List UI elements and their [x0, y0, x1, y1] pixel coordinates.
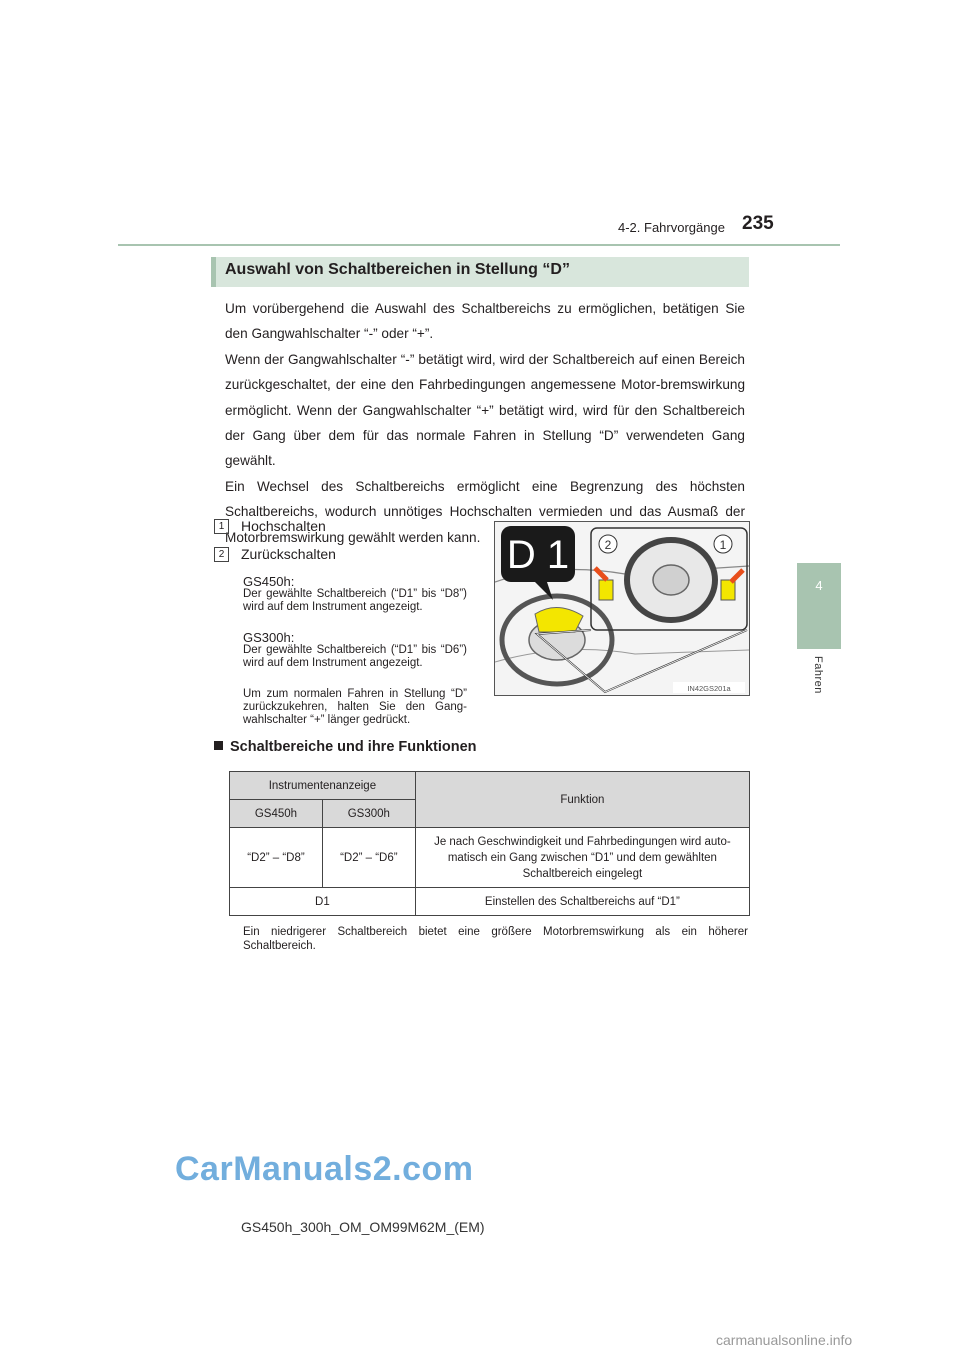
table-header-gs450h: GS450h — [230, 800, 323, 828]
numbered-item-upshift — [214, 518, 326, 534]
table-cell: “D2” – “D8” — [230, 828, 323, 888]
footnote: Ein niedrigerer Schaltbereich bietet eine größere Motorbremswirkung als ein höherer Schaltbereich. — [243, 926, 748, 952]
chapter-label: Fahren — [812, 656, 824, 694]
watermark: CarManuals2.com — [175, 1150, 474, 1188]
square-bullet-icon — [214, 741, 223, 750]
page-number: 235 — [742, 213, 774, 234]
body-paragraph: Ein Wechsel des Schaltbereichs ermöglicht eine Begrenzung des höchsten Schaltbereichs, wodurch unnötiges Hochschalten vermieden und das Ausmaß der Motorbremswirkung gewählt werden kann. — [225, 478, 745, 545]
table-header-display: Instrumentenanzeige — [230, 772, 416, 800]
table-header-gs300h: GS300h — [322, 800, 415, 828]
table-cell: “D2” – “D6” — [322, 828, 415, 888]
watermark-bottom: carmanualsonline.info — [716, 1332, 853, 1348]
subheading-text: Schaltbereiche und ihre Funktionen — [230, 739, 477, 755]
callout-1: 1 — [719, 538, 727, 552]
numbered-item-downshift — [214, 546, 336, 562]
numbered-item-label: Zurückschalten — [241, 546, 336, 562]
steering-wheel-drawing — [495, 522, 749, 695]
number-badge: 1 — [214, 519, 229, 534]
footer-code: GS450h_300h_OM_OM99M62M_(EM) — [241, 1219, 485, 1235]
note-gs450h — [243, 575, 467, 614]
function-table — [229, 771, 750, 916]
chapter-tab — [797, 563, 841, 649]
subheading — [214, 739, 477, 755]
note-title: GS300h: — [243, 630, 295, 645]
table-cell: Einstellen des Schaltbereichs auf “D1” — [415, 888, 749, 916]
table-cell: Je nach Geschwindigkeit und Fahrbedingungen wird auto-matisch ein Gang zwischen “D1” und dem gewählten Schaltbereich eingelegt — [415, 828, 749, 888]
number-badge: 2 — [214, 547, 229, 562]
table-cell: D1 — [230, 888, 416, 916]
numbered-item-label: Hochschalten — [241, 518, 326, 534]
header-section: 4-2. Fahrvorgänge — [618, 220, 725, 235]
note-text: Der gewählte Schaltbereich (“D1” bis “D8”) wird auf dem Instrument angezeigt. — [243, 588, 467, 613]
illustration-code: IN42GS201a — [687, 684, 731, 693]
display-text: D 1 — [506, 533, 570, 577]
note-text: Der gewählte Schaltbereich (“D1” bis “D6”) wird auf dem Instrument angezeigt. — [243, 644, 467, 669]
header-rule — [118, 244, 840, 246]
chapter-number: 4 — [815, 578, 823, 593]
table-header-function: Funktion — [415, 772, 749, 828]
body-paragraph: Wenn der Gangwahlschalter “-” betätigt wird, wird der Schaltbereich auf einen Bereich zurückgeschaltet, der eine den Fahrbedingungen angemessene Motor-bremswirkung ermöglicht. Wenn der Gangwahlschalter “+” betätigt wird, wird für den Schaltbereich der Gang über dem für das normale Fahren in Stellung “D” verwendeten Gang gewählt. — [225, 351, 745, 469]
callout-2: 2 — [604, 538, 612, 552]
body-text — [225, 296, 745, 550]
note-text: Um zum normalen Fahren in Stellung “D” zurückzukehren, halten Sie den Gang-wahlschalter “+” länger gedrückt. — [243, 688, 467, 726]
steering-wheel-illustration — [494, 521, 750, 696]
body-paragraph: Um vorübergehend die Auswahl des Schaltbereichs zu ermöglichen, betätigen Sie den Gangwahlschalter “-” oder “+”. — [225, 301, 745, 342]
note-return — [243, 688, 467, 727]
section-title: Auswahl von Schaltbereichen in Stellung “D” — [225, 261, 570, 278]
note-gs300h — [243, 631, 467, 670]
note-title: GS450h: — [243, 574, 295, 589]
